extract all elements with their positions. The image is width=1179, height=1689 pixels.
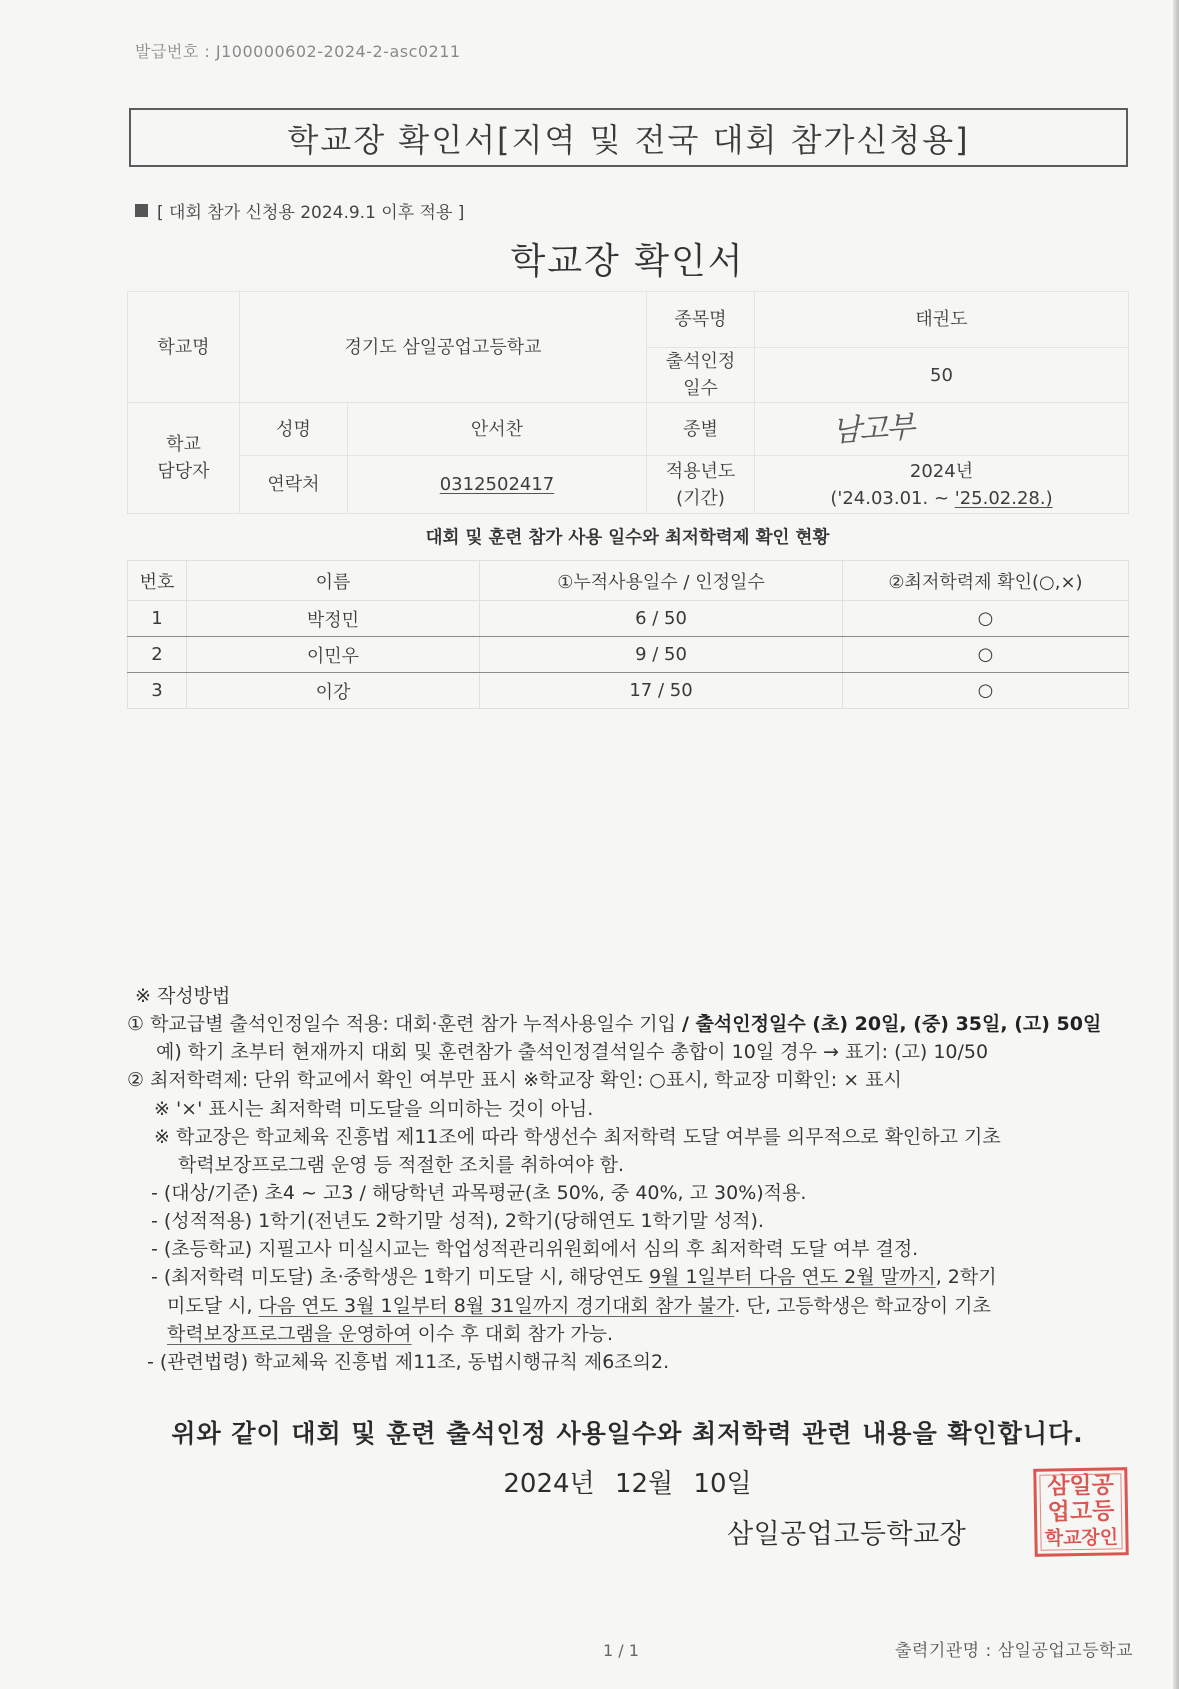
row-check: ○ xyxy=(843,673,1129,709)
period-label xyxy=(647,456,755,514)
instruction-line xyxy=(0,1263,1179,1291)
name-label: 성명 xyxy=(240,403,348,456)
issue-number: 발급번호 : J100000602-2024-2-asc0211 xyxy=(135,42,461,61)
instruction-text: - (대상/기준) 초4 ~ 고3 / 해당학년 과목평균(초 50%, 중 40%, 고 30%)적용. xyxy=(151,1181,807,1204)
row-name: 박정민 xyxy=(187,601,480,637)
row-days: 6 / 50 xyxy=(480,601,843,637)
period-range-end: '25.02.28.) xyxy=(954,487,1053,509)
instruction-text-underlined: 학력보장프로그램을 운영하여 xyxy=(167,1322,412,1345)
instruction-text: ※ '×' 표시는 최저학력 미도달을 의미하는 것이 아님. xyxy=(154,1097,594,1120)
school-name-value: 경기도 삼일공업고등학교 xyxy=(240,292,647,403)
table-row xyxy=(128,673,1129,709)
instruction-line xyxy=(0,1010,1179,1038)
seal-text-line: 삼일공 xyxy=(1046,1472,1115,1500)
division-label: 종별 xyxy=(647,403,755,456)
instruction-text: . 단, 고등학생은 학교장이 기초 xyxy=(734,1294,991,1317)
attendance-days-label-line1: 출석인정 xyxy=(665,351,736,372)
instruction-text: ② 최저학력제: 단위 학교에서 확인 여부만 표시 ※학교장 확인: ○표시, 학교장 미확인: × 표시 xyxy=(127,1069,902,1092)
period-range-start: ('24.03.01. ~ xyxy=(830,487,950,509)
title-box xyxy=(129,108,1128,167)
row-number: 1 xyxy=(128,601,187,637)
row-days: 9 / 50 xyxy=(480,637,843,673)
period-year: 2024년 xyxy=(909,460,974,482)
instructions-heading: ※ 작성방법 xyxy=(135,985,231,1007)
form-title: 학교장 확인서[지역 및 전국 대회 참가신청용] xyxy=(287,120,970,159)
confirmation-statement: 위와 같이 대회 및 훈련 출석인정 사용일수와 최저학력 관련 내용을 확인합니다. xyxy=(171,1419,1084,1448)
notice-text: [ 대회 참가 신청용 2024.9.1 이후 적용 ] xyxy=(157,202,465,223)
row-name: 이민우 xyxy=(187,637,480,673)
instruction-text: 이수 후 대회 참가 가능. xyxy=(411,1322,614,1345)
info-table xyxy=(127,291,1129,514)
school-name-label: 학교명 xyxy=(128,292,240,403)
phone-value: 0312502417 xyxy=(439,474,555,495)
row-check: ○ xyxy=(843,601,1129,637)
column-header-name: 이름 xyxy=(187,561,480,601)
paper-edge xyxy=(1173,0,1179,1689)
instruction-text: 학력보장프로그램 운영 등 적절한 조치를 취하여야 함. xyxy=(178,1153,625,1176)
phone-label: 연락처 xyxy=(240,456,348,514)
contact-person-label-line2: 담당자 xyxy=(157,461,210,482)
table-row xyxy=(128,637,1129,673)
issuing-institution: 출력기관명 : 삼일공업고등학교 xyxy=(894,1641,1133,1661)
attendance-days-label-line2: 일수 xyxy=(683,378,718,399)
sport-value: 태권도 xyxy=(755,292,1129,348)
instruction-text: ※ 학교장은 학교체육 진흥법 제11조에 따라 학생선수 최저학력 도달 여부를 의무적으로 확인하고 기초 xyxy=(154,1125,1001,1148)
instruction-line xyxy=(0,1038,1179,1066)
table-row xyxy=(128,601,1129,637)
page-number: 1 / 1 xyxy=(603,1641,639,1660)
issue-date: 2024년 12월 10일 xyxy=(503,1469,752,1499)
column-header-academic-check: ②최저학력제 확인(○,×) xyxy=(843,561,1129,601)
period-label-line1: 적용년도 xyxy=(665,460,736,482)
period-value xyxy=(755,456,1129,514)
principal-signature-name: 삼일공업고등학교장 xyxy=(727,1519,967,1550)
instruction-line xyxy=(0,1235,1179,1263)
writing-instructions xyxy=(0,982,1179,1376)
column-header-days: ①누적사용일수 / 인정일수 xyxy=(480,561,843,601)
info-row xyxy=(128,403,1129,456)
instruction-line xyxy=(0,1207,1179,1235)
instruction-line xyxy=(0,1151,1179,1179)
instruction-text: - (성적적용) 1학기(전년도 2학기말 성적), 2학기(당해연도 1학기말 성적). xyxy=(151,1210,764,1233)
instruction-text: , 2학기 xyxy=(935,1266,997,1289)
row-check: ○ xyxy=(843,637,1129,673)
row-days: 17 / 50 xyxy=(480,673,843,709)
seal-text-line: 업고등 xyxy=(1047,1498,1115,1526)
instruction-text: - (관련법령) 학교체육 진흥법 제11조, 동법시행규칙 제6조의2. xyxy=(147,1350,670,1373)
status-table xyxy=(127,560,1129,709)
division-cell xyxy=(755,403,1129,456)
status-section-title: 대회 및 훈련 참가 사용 일수와 최저학력제 확인 현황 xyxy=(425,528,830,548)
seal-text-line: 학교장인 xyxy=(1044,1526,1119,1550)
attendance-days-value: 50 xyxy=(755,348,1129,403)
period-label-line2: (기간) xyxy=(676,487,725,509)
division-value-handwritten: 남고부 xyxy=(831,409,914,449)
instruction-text: ① 학교급별 출석인정일수 적용: 대회·훈련 참가 누적사용일수 기입 xyxy=(127,1013,682,1036)
name-value: 안서찬 xyxy=(348,403,647,456)
period-range xyxy=(755,485,1128,512)
instruction-line xyxy=(0,1066,1179,1094)
attendance-days-label xyxy=(647,348,755,403)
contact-person-label-line1: 학교 xyxy=(166,434,201,455)
row-number: 2 xyxy=(128,637,187,673)
info-row xyxy=(128,292,1129,348)
table-header-row xyxy=(128,561,1129,601)
square-bullet-icon xyxy=(135,204,148,217)
instruction-text: 예) 학기 초부터 현재까지 대회 및 훈련참가 출석인정결석일수 총합이 10일 경우 → 표기: (고) 10/50 xyxy=(156,1041,989,1064)
instruction-text: 미도달 시, xyxy=(167,1294,259,1317)
row-name: 이강 xyxy=(187,673,480,709)
phone-cell xyxy=(348,456,647,514)
instruction-text-bold: / 출석인정일수 (초) 20일, (중) 35일, (고) 50일 xyxy=(682,1013,1102,1036)
instruction-text: - (최저학력 미도달) 초·중학생은 1학기 미도달 시, 해당연도 xyxy=(151,1266,649,1289)
instruction-text-underlined: 다음 연도 3월 1일부터 8월 31일까지 경기대회 참가 불가 xyxy=(258,1294,735,1317)
instruction-text: - (초등학교) 지필고사 미실시교는 학업성적관리위원회에서 심의 후 최저학력 도달 여부 결정. xyxy=(151,1238,919,1261)
info-row xyxy=(128,456,1129,514)
principal-seal xyxy=(1033,1467,1129,1557)
row-number: 3 xyxy=(128,673,187,709)
document-title: 학교장 확인서 xyxy=(510,241,745,282)
contact-person-label xyxy=(128,403,240,514)
instruction-line xyxy=(0,1123,1179,1151)
instruction-line xyxy=(0,1095,1179,1123)
column-header-number: 번호 xyxy=(128,561,187,601)
instruction-line xyxy=(0,1179,1179,1207)
instruction-text-underlined: 9월 1일부터 다음 연도 2월 말까지 xyxy=(648,1266,936,1289)
notice xyxy=(135,199,464,221)
instruction-line xyxy=(0,1292,1179,1320)
instruction-line xyxy=(0,1348,1179,1376)
sport-label: 종목명 xyxy=(647,292,755,348)
instruction-line xyxy=(0,1320,1179,1348)
